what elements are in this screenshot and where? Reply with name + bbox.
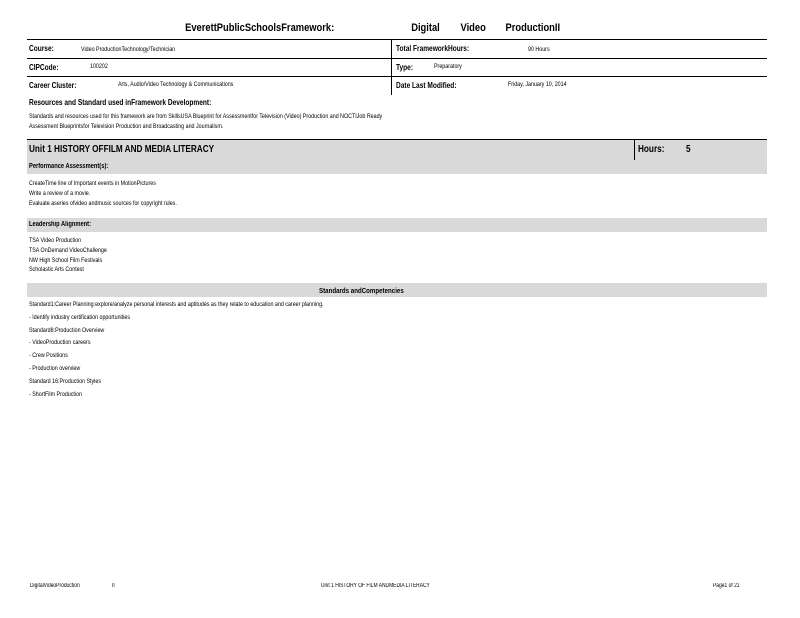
standards-heading: Standards andCompetencies xyxy=(319,286,404,295)
list-item: NW High School Film Festivals xyxy=(29,256,103,264)
leadership-heading: Leadership Alignment: xyxy=(29,221,91,228)
list-item: Evaluate aseries ofvideo andmusic sources for copyright rules. xyxy=(29,199,177,207)
document-page xyxy=(27,0,767,618)
footer-course: DigitalVideoProduction xyxy=(30,583,80,589)
footer-course-level: II xyxy=(112,583,115,589)
list-item: - VideoProduction careers xyxy=(29,339,91,347)
list-item: - Identify industry certification opportunities xyxy=(29,313,131,321)
list-item: Standard8:Production Overview xyxy=(29,326,105,334)
list-item: - Crew Positions xyxy=(29,352,68,360)
list-item: Write a review of a movie. xyxy=(29,189,91,197)
course-label: Course: xyxy=(29,44,54,53)
title-framework: EverettPublicSchoolsFramework: xyxy=(185,22,335,34)
resources-line: Assessment Blueprintsfor Television Production and Broadcasting and Journalism. xyxy=(29,122,224,130)
career-cluster-value: Arts, Audio/Video Technology & Communications xyxy=(118,81,234,88)
cip-label: CIPCode: xyxy=(29,63,59,72)
type-value: Preparatory xyxy=(434,63,462,70)
unit-title: Unit 1 HISTORY OFFILM AND MEDIA LITERACY xyxy=(29,144,215,155)
performance-list xyxy=(29,179,209,208)
performance-header xyxy=(27,160,767,174)
resources-line: Standards and resources used for this framework are from SkillsUSA Blueprint for Assessmentfor Television (Video) Production and NOCTIJob Ready xyxy=(29,113,383,120)
resources-text xyxy=(29,112,460,132)
list-item: TSA OnDemand VideoChallenge xyxy=(29,246,107,254)
page-title xyxy=(27,22,656,38)
type-label: Type: xyxy=(396,63,414,72)
performance-heading: Performance Assessment(s): xyxy=(29,163,109,170)
course-value: Video ProductionTechnology/Technician xyxy=(81,46,176,53)
list-item: - ShortFilm Production xyxy=(29,390,83,398)
list-item: Standard1:Career Planning:explore/analyze personal interests and aptitudes as they relate to education and career planning. xyxy=(29,301,324,308)
title-digital: Digital xyxy=(411,22,440,34)
total-hours-label: Total FrameworkHours: xyxy=(396,44,470,53)
title-production: ProductionII xyxy=(505,22,561,34)
total-hours-value: 90 Hours xyxy=(528,46,550,53)
date-modified-value: Friday, January 10, 2014 xyxy=(508,81,567,88)
date-modified-label: Date Last Modified: xyxy=(396,81,457,90)
standards-list xyxy=(29,299,388,401)
unit-hours-value: 5 xyxy=(686,144,691,155)
career-cluster-label: Career Cluster: xyxy=(29,81,77,90)
leadership-list xyxy=(29,236,124,275)
cip-value: 100202 xyxy=(90,63,108,70)
list-item: Scholastic Arts Contest xyxy=(29,266,84,274)
list-item: Standard 16:Production Styles xyxy=(29,377,102,385)
list-item: TSA Video Production xyxy=(29,237,82,244)
footer-page-number: Page1 of 21 xyxy=(713,583,740,589)
leadership-header xyxy=(27,218,767,232)
list-item: CreateTime line of Important events in MotionPictures xyxy=(29,180,156,187)
unit-hours-label: Hours: xyxy=(638,144,665,155)
footer-unit: Unit 1 HISTORY OF FILM ANDMEDIA LITERACY xyxy=(321,583,430,589)
title-video: Video xyxy=(460,22,486,34)
resources-heading: Resources and Standard used inFramework Development: xyxy=(29,98,212,107)
list-item: - Production overview xyxy=(29,364,81,372)
